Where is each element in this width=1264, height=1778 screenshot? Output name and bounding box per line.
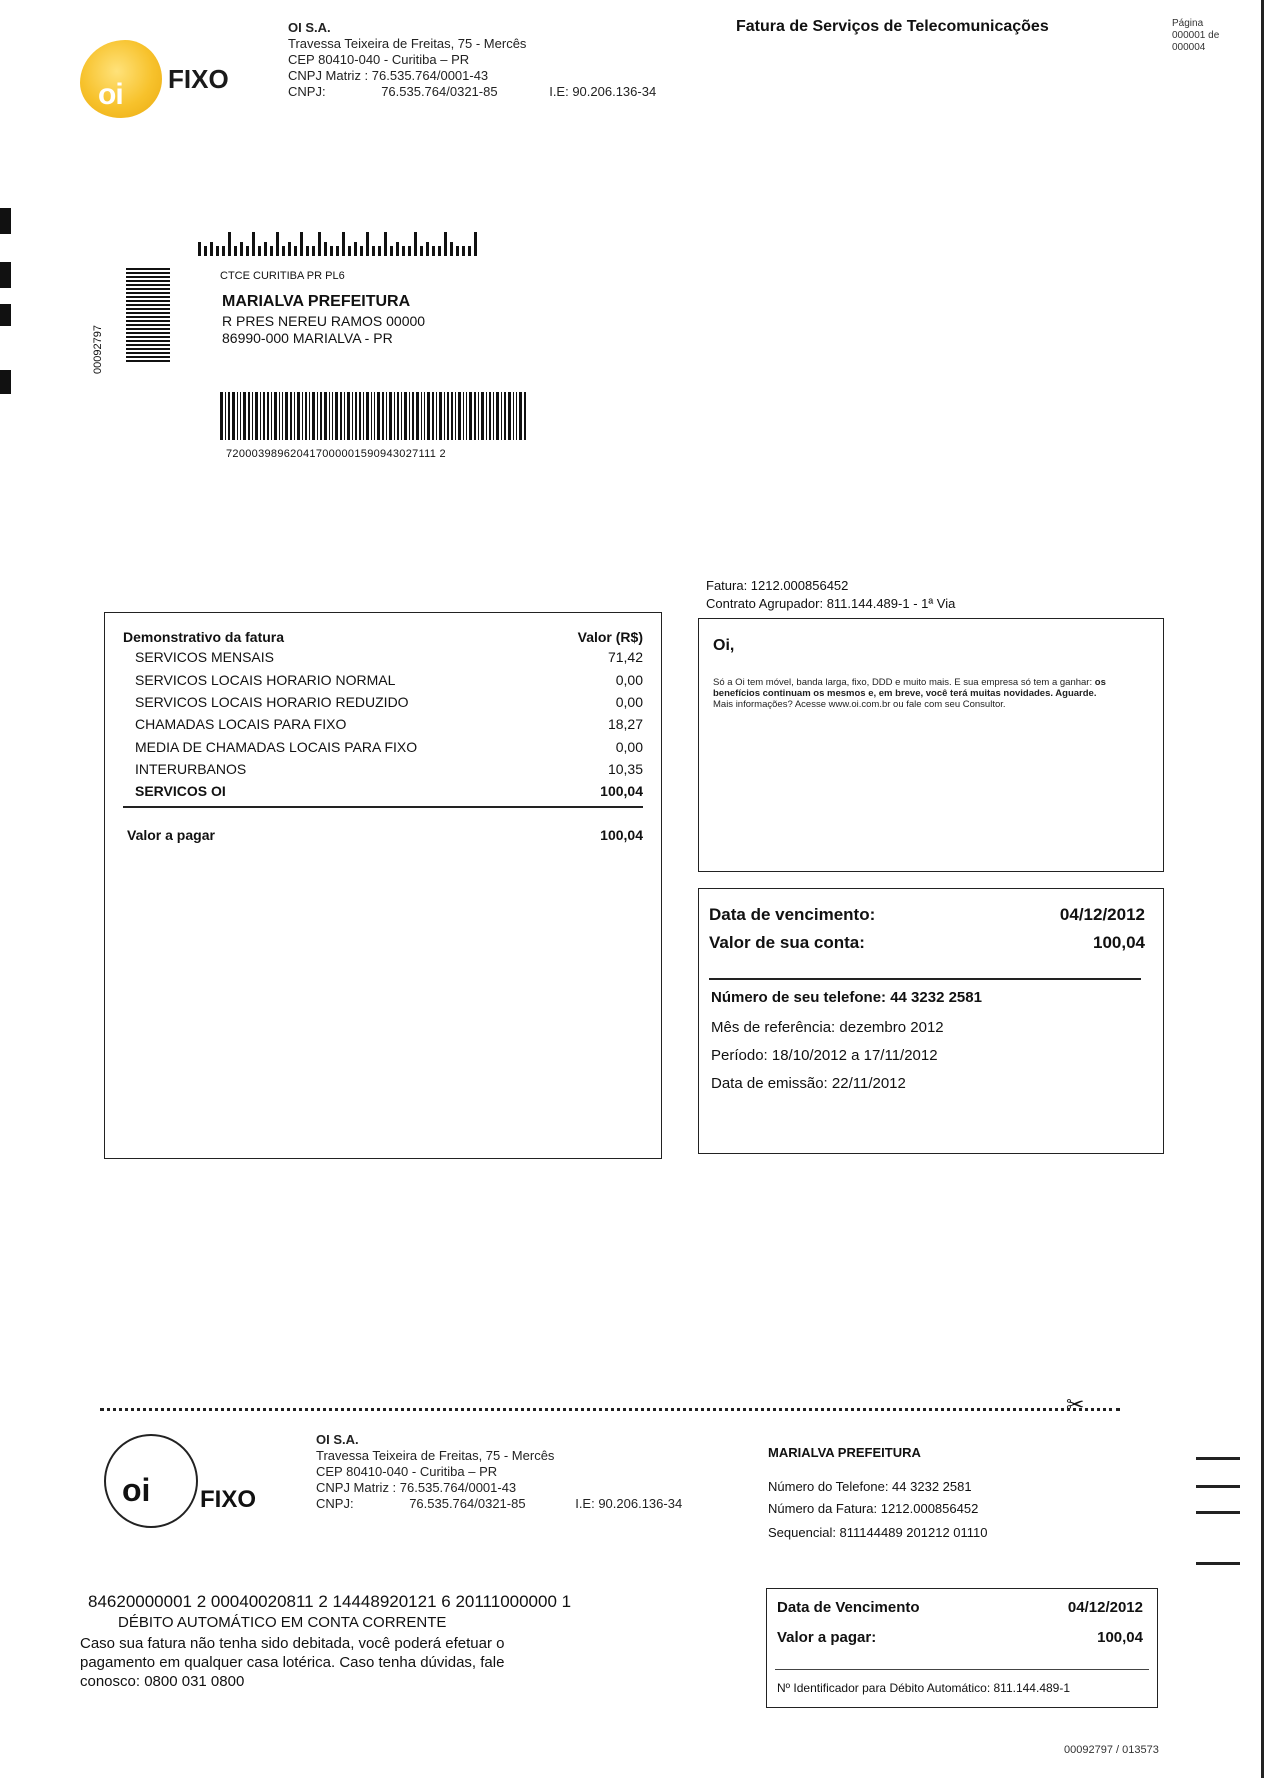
stub-sequencial: Sequencial: 811144489 201212 01110 xyxy=(768,1525,988,1540)
total-label: Valor a pagar xyxy=(127,827,215,843)
auto-debit-text: Caso sua fatura não tenha sido debitada, você poderá efetuar o pagamento em qualquer casa lotérica. Caso tenha dúvidas, fale conosco: 0800 031 0800 xyxy=(80,1635,505,1690)
item-label: SERVICOS MENSAIS xyxy=(135,649,275,665)
company-cnpj: 76.535.764/0321-85 xyxy=(381,84,498,99)
message-text-part1: Só a Oi tem móvel, banda larga, fixo, DDD e muito mais. E sua empresa só tem a ganhar: xyxy=(713,677,1095,688)
statement-row xyxy=(131,649,643,671)
phone-number: Número de seu telefone: 44 3232 2581 xyxy=(711,989,982,1006)
barcode-digits: 720003989620417000001590943027111 2 xyxy=(226,448,446,460)
payment-stub-box xyxy=(766,1588,1158,1708)
divider xyxy=(709,978,1141,980)
company-info xyxy=(288,20,656,100)
stub-cnpj: 76.535.764/0321-85 xyxy=(409,1496,526,1511)
stub-cnpj-label: CNPJ: xyxy=(316,1496,354,1511)
item-value: 71,42 xyxy=(607,649,643,665)
logo-fixo-text: FIXO xyxy=(200,1486,257,1513)
message-text-bold: os benefícios continuam os mesmos e, em breve, você terá muitas novidades. Aguarde. xyxy=(713,677,1106,699)
stacked-barcode xyxy=(126,268,170,364)
statement-row xyxy=(131,716,643,738)
stub-invoice-number: Número da Fatura: 1212.000856452 xyxy=(768,1501,979,1516)
stub-amount-label: Valor a pagar: xyxy=(777,1629,877,1646)
page-number: 000001 de xyxy=(1172,30,1220,41)
company-name: OI S.A. xyxy=(288,20,331,35)
alignment-tick xyxy=(1196,1485,1240,1488)
oi-logo-icon xyxy=(104,1434,198,1528)
due-date-value: 04/12/2012 xyxy=(1059,905,1145,924)
recipient-street: R PRES NEREU RAMOS 00000 xyxy=(222,313,426,329)
stub-company-info xyxy=(316,1432,682,1512)
company-address-2: CEP 80410-040 - Curitiba – PR xyxy=(288,52,470,67)
scan-mark xyxy=(0,208,11,234)
recipient-name: MARIALVA PREFEITURA xyxy=(222,293,411,310)
alignment-tick xyxy=(1196,1511,1240,1514)
reference-month: Mês de referência: dezembro 2012 xyxy=(711,1019,944,1036)
route-code: CTCE CURITIBA PR PL6 xyxy=(220,270,345,282)
item-value: 0,00 xyxy=(615,694,643,710)
item-label: CHAMADAS LOCAIS PARA FIXO xyxy=(135,716,347,732)
stub-company-address-2: CEP 80410-040 - Curitiba – PR xyxy=(316,1464,498,1479)
message-text-part2: Mais informações? Acesse www.oi.com.br ou fale com seu Consultor. xyxy=(713,699,1006,710)
typeable-line: 84620000001 2 00040020811 2 14448920121 6 20111000000 1 xyxy=(88,1592,572,1611)
stub-customer: MARIALVA PREFEITURA xyxy=(768,1445,921,1460)
item-value: 10,35 xyxy=(607,761,643,777)
item-value: 0,00 xyxy=(615,672,643,688)
scan-mark xyxy=(0,262,11,288)
divider xyxy=(123,806,643,808)
page-total: 000004 xyxy=(1172,42,1206,53)
logo-oi-text: oi xyxy=(98,78,123,111)
statement-row xyxy=(131,694,643,716)
statement-row xyxy=(131,672,643,694)
due-date-label: Data de vencimento: xyxy=(709,905,876,924)
auto-debit-title: DÉBITO AUTOMÁTICO EM CONTA CORRENTE xyxy=(118,1614,447,1631)
logo-oi-text: oi xyxy=(122,1472,151,1508)
scan-mark xyxy=(0,370,11,394)
divider xyxy=(775,1669,1149,1670)
debit-identifier: Nº Identificador para Débito Automático: 811.144.489-1 xyxy=(777,1681,1071,1695)
item-value: 18,27 xyxy=(607,716,643,732)
subtotal-value: 100,04 xyxy=(600,783,643,799)
item-label: SERVICOS LOCAIS HORARIO NORMAL xyxy=(135,672,396,688)
recipient-city: 86990-000 MARIALVA - PR xyxy=(222,330,393,346)
page-label: Página xyxy=(1172,18,1204,29)
stub-cnpj-matriz: CNPJ Matriz : 76.535.764/0001-43 xyxy=(316,1480,517,1495)
company-address-1: Travessa Teixeira de Freitas, 75 - Mercês xyxy=(288,36,527,51)
vertical-code: 00092797 xyxy=(92,325,104,374)
cut-line xyxy=(100,1408,1120,1411)
amount-value: 100,04 xyxy=(1093,933,1145,952)
statement-row xyxy=(131,761,643,783)
statement-row xyxy=(131,739,643,761)
stub-company-address-1: Travessa Teixeira de Freitas, 75 - Mercês xyxy=(316,1448,555,1463)
alignment-tick xyxy=(1196,1562,1240,1565)
statement-title: Demonstrativo da fatura xyxy=(123,629,285,645)
scan-mark xyxy=(0,304,11,326)
company-cnpj-matriz: CNPJ Matriz : 76.535.764/0001-43 xyxy=(288,68,489,83)
promo-message-box xyxy=(698,618,1164,872)
stub-ie: I.E: 90.206.136-34 xyxy=(575,1496,683,1511)
due-summary-box xyxy=(698,888,1164,1154)
item-label: INTERURBANOS xyxy=(135,761,247,777)
stub-company-name: OI S.A. xyxy=(316,1432,359,1447)
stub-due-label: Data de Vencimento xyxy=(777,1599,920,1616)
invoice-number: Fatura: 1212.000856452 xyxy=(706,578,849,593)
recipient-barcode xyxy=(220,392,528,440)
subtotal-row xyxy=(131,783,643,805)
amount-label: Valor de sua conta: xyxy=(709,933,865,952)
stub-phone: Número do Telefone: 44 3232 2581 xyxy=(768,1479,972,1494)
logo-fixo-text: FIXO xyxy=(168,64,229,94)
issue-date: Data de emissão: 22/11/2012 xyxy=(711,1075,906,1092)
item-value: 0,00 xyxy=(615,739,643,755)
item-label: SERVICOS LOCAIS HORARIO REDUZIDO xyxy=(135,694,409,710)
item-label: MEDIA DE CHAMADAS LOCAIS PARA FIXO xyxy=(135,739,418,755)
invoice-statement-box xyxy=(104,612,662,1159)
footer-code: 00092797 / 013573 xyxy=(1064,1744,1159,1756)
stub-due-value: 04/12/2012 xyxy=(1067,1599,1143,1616)
postal-barcode xyxy=(198,232,477,256)
document-title: Fatura de Serviços de Telecomunicações xyxy=(736,18,1049,35)
scissors-icon: ✂ xyxy=(1066,1392,1085,1417)
billing-period: Período: 18/10/2012 a 17/11/2012 xyxy=(711,1047,938,1064)
company-cnpj-label: CNPJ: xyxy=(288,84,326,99)
message-greeting: Oi, xyxy=(713,637,735,654)
subtotal-label: SERVICOS OI xyxy=(135,783,226,799)
alignment-tick xyxy=(1196,1457,1240,1460)
stub-amount-value: 100,04 xyxy=(1097,1629,1143,1646)
contract-number: Contrato Agrupador: 811.144.489-1 - 1ª Via xyxy=(706,596,956,611)
page-indicator xyxy=(1172,18,1219,54)
message-text xyxy=(713,677,1143,710)
total-row xyxy=(123,827,643,849)
company-ie: I.E: 90.206.136-34 xyxy=(549,84,657,99)
total-value: 100,04 xyxy=(600,827,643,843)
value-column-header: Valor (R$) xyxy=(577,629,643,645)
